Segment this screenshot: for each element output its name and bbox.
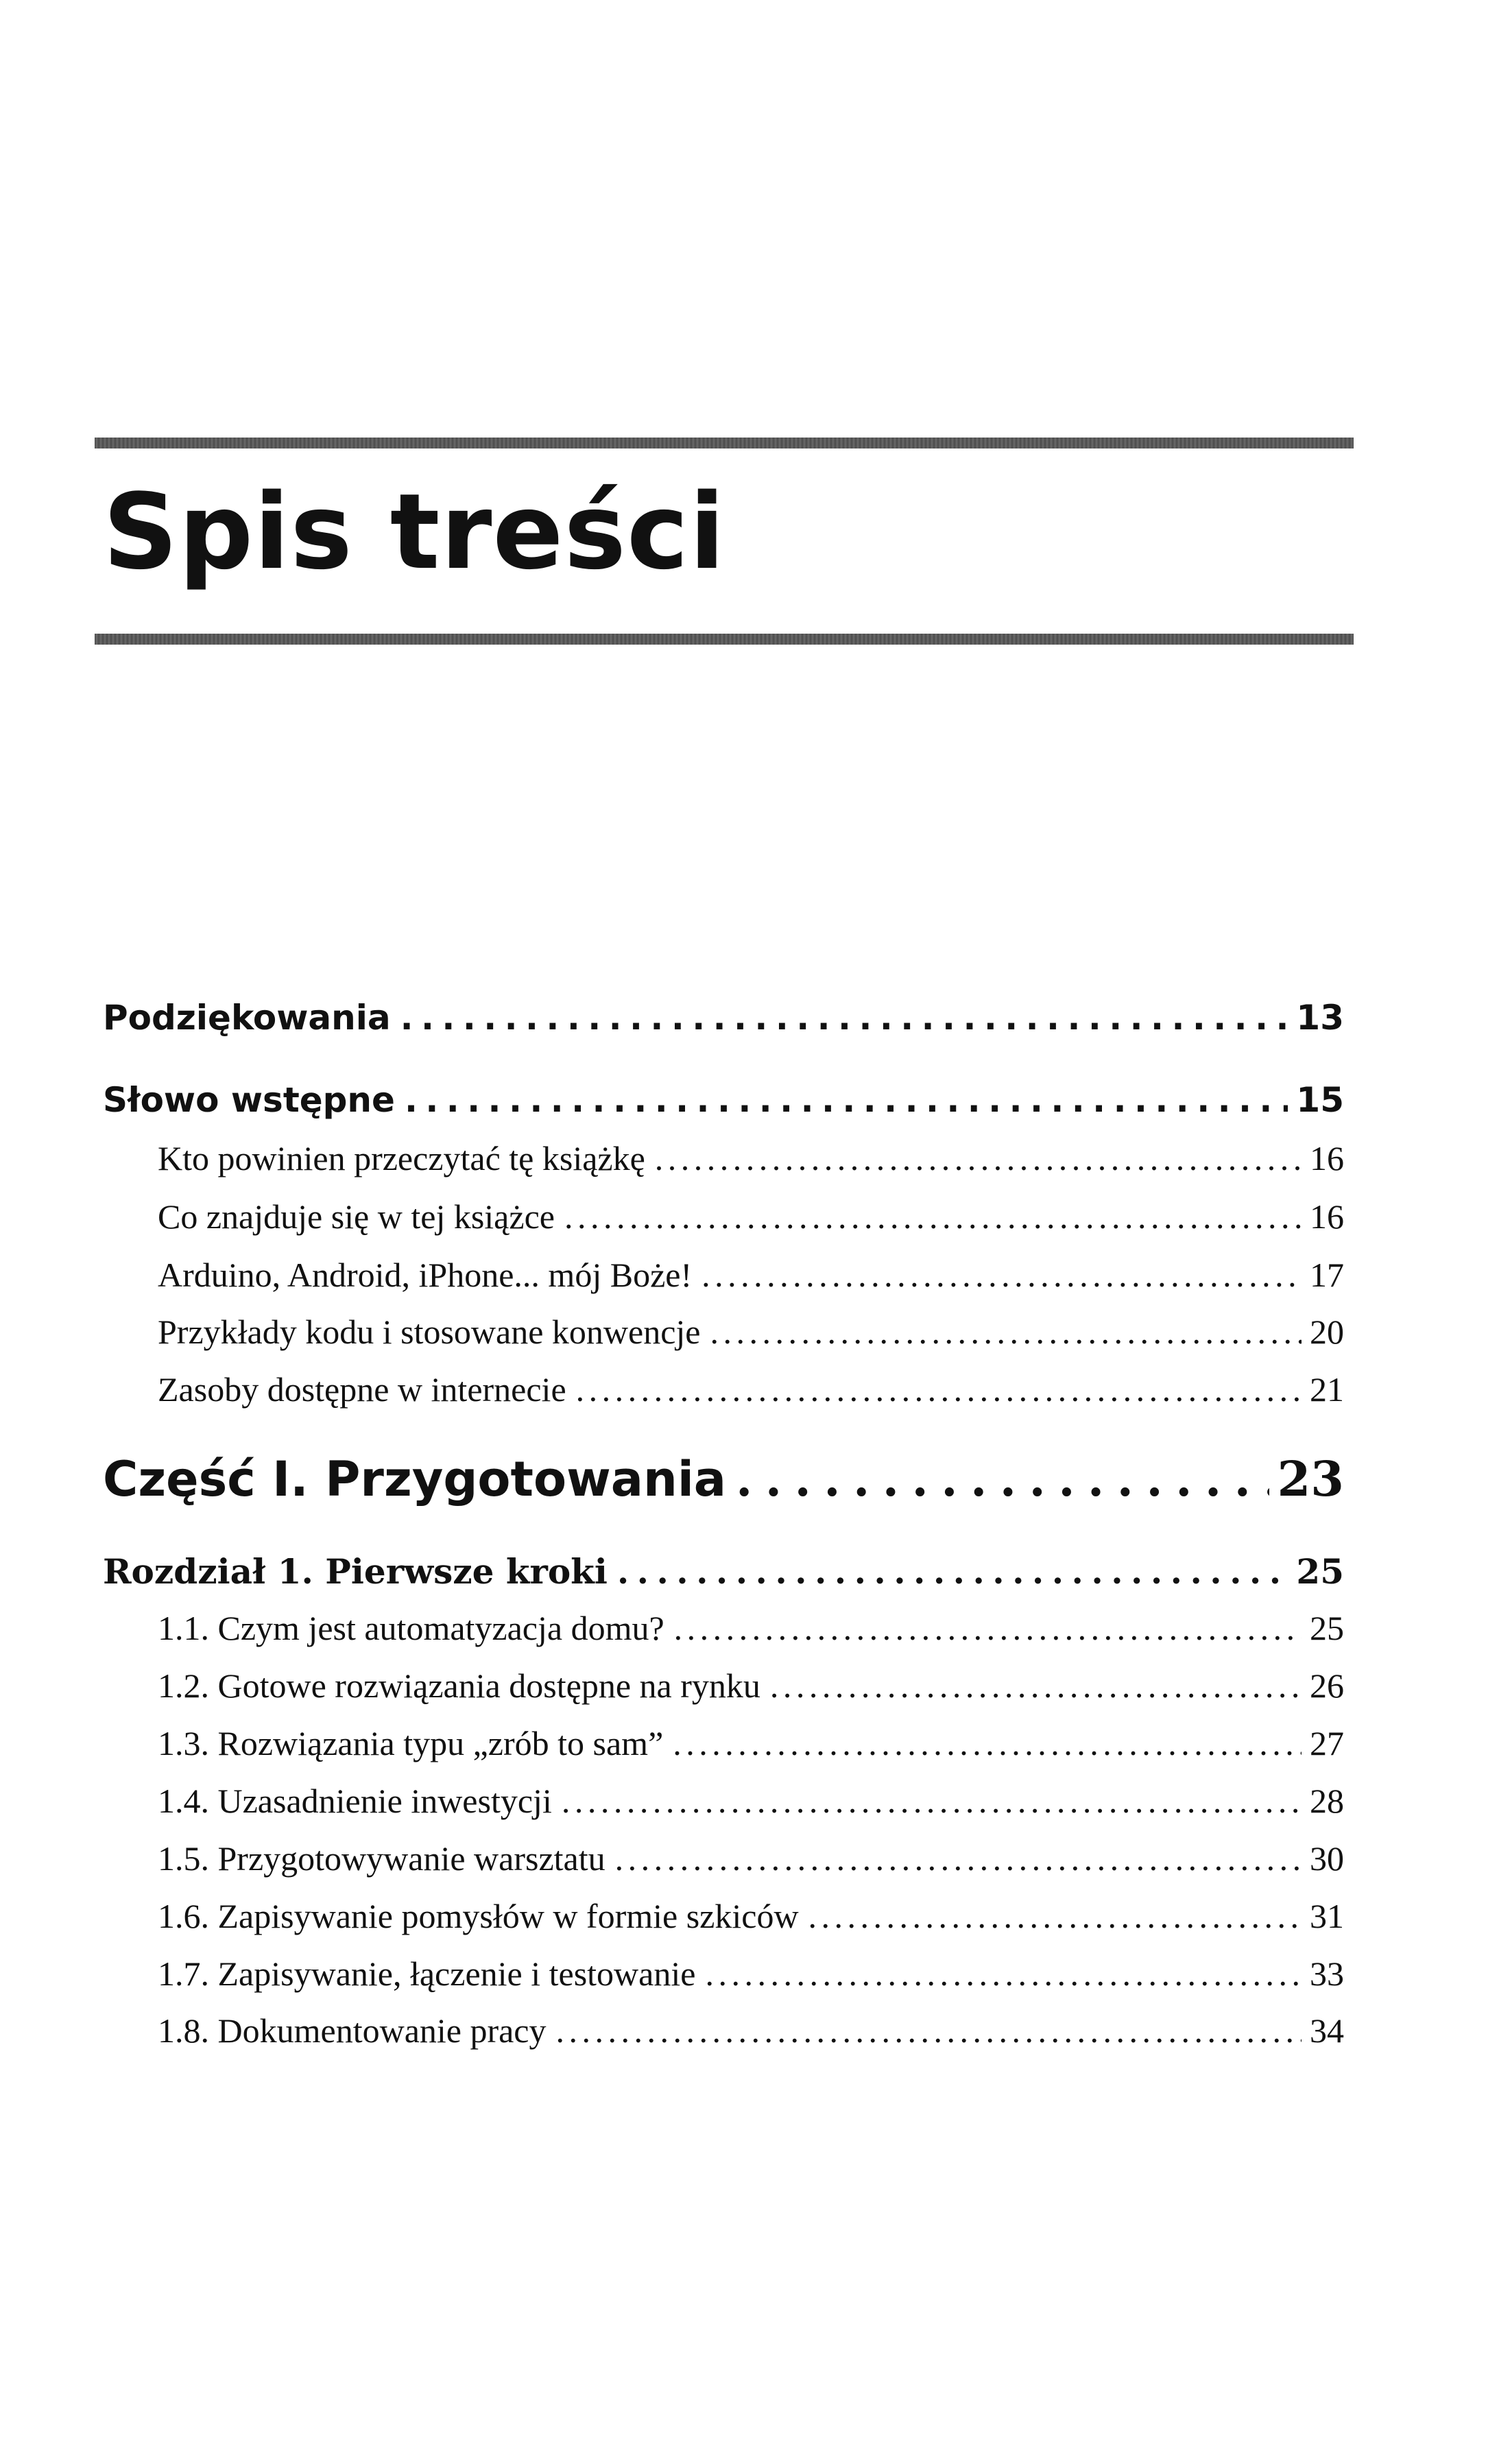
page-title: Spis treści <box>103 471 726 593</box>
toc-entry-label: 1.6. Zapisywanie pomysłów w formie szkiców <box>158 1897 799 1935</box>
dot-leader <box>655 1138 1302 1178</box>
toc-page-number: 25 <box>1310 1609 1344 1647</box>
toc-page-number: 16 <box>1310 1197 1344 1236</box>
toc-page-number: 17 <box>1310 1256 1344 1294</box>
toc-entry-label: Przykłady kodu i stosowane konwencje <box>158 1313 701 1351</box>
dot-leader <box>405 1080 1288 1120</box>
toc-entry[interactable] <box>158 1312 1344 1352</box>
toc-entry[interactable] <box>158 1369 1344 1409</box>
dot-leader <box>770 1666 1302 1706</box>
dot-leader <box>562 1781 1302 1821</box>
toc-entry[interactable] <box>158 2011 1344 2050</box>
toc-entry-label: Podziękowania <box>103 998 391 1038</box>
toc-entry[interactable] <box>158 1666 1344 1706</box>
toc-entry-label: Zasoby dostępne w internecie <box>158 1370 566 1409</box>
dot-leader <box>564 1197 1302 1236</box>
dot-leader <box>617 1551 1288 1592</box>
toc-entry-label: 1.3. Rozwiązania typu „zrób to sam” <box>158 1724 664 1762</box>
toc-entry-label: 1.5. Przygotowywanie warsztatu <box>158 1839 605 1878</box>
dot-leader <box>808 1896 1302 1936</box>
toc-entry-chapter-1[interactable] <box>103 1551 1344 1592</box>
dot-leader <box>400 998 1288 1038</box>
toc-page-number: 33 <box>1310 1954 1344 1993</box>
dot-leader <box>615 1839 1302 1878</box>
toc-page-number: 31 <box>1310 1897 1344 1935</box>
toc-entry-label: 1.7. Zapisywanie, łączenie i testowanie <box>158 1954 696 1993</box>
dot-leader <box>736 1450 1269 1507</box>
dot-leader <box>710 1312 1302 1352</box>
toc-entry-label: 1.4. Uzasadnienie inwestycji <box>158 1782 552 1820</box>
toc-entry-label: Kto powinien przeczytać tę książkę <box>158 1139 645 1177</box>
toc-entry-label: 1.2. Gotowe rozwiązania dostępne na rynku <box>158 1666 760 1705</box>
toc-page-number: 28 <box>1310 1782 1344 1820</box>
toc-entry[interactable] <box>158 1839 1344 1878</box>
dot-leader <box>674 1608 1302 1648</box>
toc-page-number: 34 <box>1310 2011 1344 2050</box>
toc-page-number: 13 <box>1296 998 1344 1038</box>
toc-entry[interactable] <box>158 1138 1344 1178</box>
toc-entry-acknowledgements[interactable] <box>103 998 1344 1038</box>
toc-entry[interactable] <box>158 1896 1344 1936</box>
toc-page-number: 21 <box>1310 1370 1344 1409</box>
toc-page-number: 23 <box>1277 1450 1344 1507</box>
toc-entry-label: Rozdział 1. Pierwsze kroki <box>103 1551 608 1592</box>
toc-entry-label: Co znajduje się w tej książce <box>158 1197 555 1236</box>
toc-page-number: 20 <box>1310 1313 1344 1351</box>
toc-entry-label: Arduino, Android, iPhone... mój Boże! <box>158 1256 693 1294</box>
toc-page-number: 16 <box>1310 1139 1344 1177</box>
toc-entry-label: Słowo wstępne <box>103 1080 395 1120</box>
title-rule-top <box>95 438 1354 448</box>
toc-entry-preface[interactable] <box>103 1080 1344 1120</box>
toc-entry-part-1[interactable] <box>103 1450 1344 1507</box>
toc-entry-label: 1.1. Czym jest automatyzacja domu? <box>158 1609 664 1647</box>
toc-entry-label: 1.8. Dokumentowanie pracy <box>158 2011 547 2050</box>
toc-page-number: 30 <box>1310 1839 1344 1878</box>
dot-leader <box>701 1255 1302 1295</box>
toc-entry[interactable] <box>158 1781 1344 1821</box>
dot-leader <box>556 2011 1302 2050</box>
dot-leader <box>673 1723 1302 1763</box>
toc-page-number: 15 <box>1296 1080 1344 1120</box>
toc-entry[interactable] <box>158 1255 1344 1295</box>
dot-leader <box>576 1369 1302 1409</box>
toc-page-number: 26 <box>1310 1666 1344 1705</box>
title-rule-bottom <box>95 634 1354 645</box>
dot-leader <box>705 1954 1302 1994</box>
toc-entry[interactable] <box>158 1197 1344 1236</box>
toc-entry-label: Część I. Przygotowania <box>103 1451 727 1507</box>
toc-entry[interactable] <box>158 1954 1344 1994</box>
toc-entry[interactable] <box>158 1608 1344 1648</box>
toc-entry[interactable] <box>158 1723 1344 1763</box>
toc-page-number: 27 <box>1310 1724 1344 1762</box>
toc-page-number: 25 <box>1296 1551 1344 1592</box>
